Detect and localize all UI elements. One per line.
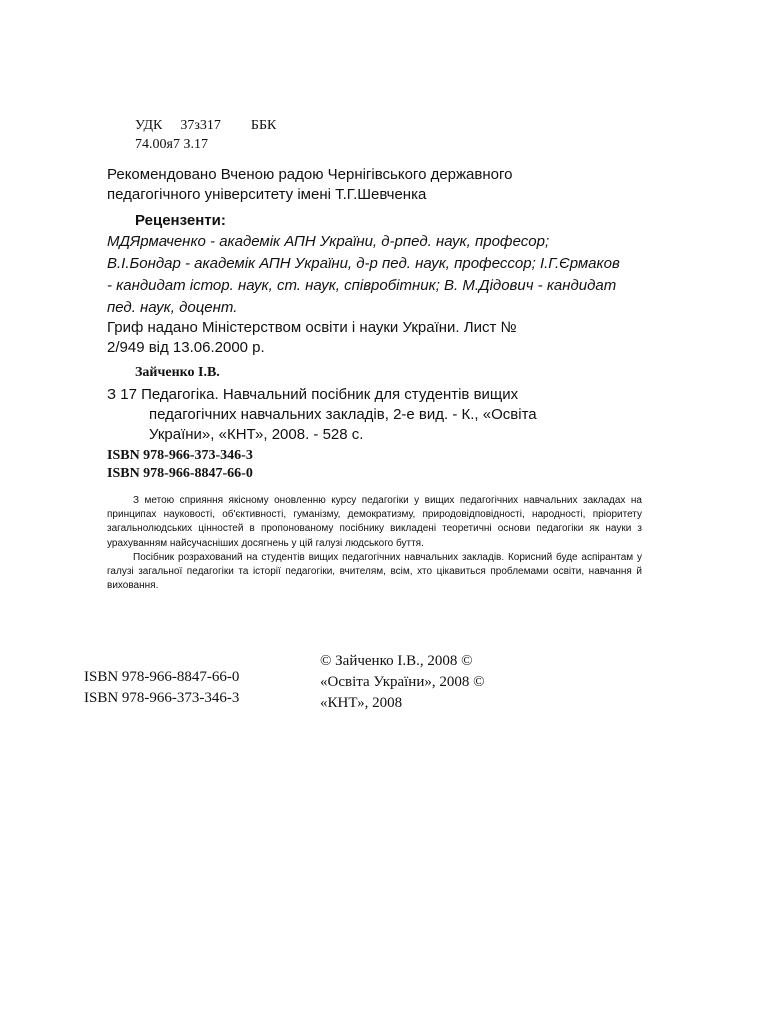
annotation-paragraph-1: З метою сприяння якісному оновленню курсу педагогіки у вищих педагогічних навчальних закладах на принципах науковості, об'єктивності, гуманізму, демократизму, природовідповідності, народності, пріоритету загальнолюдських цінностей в пропонованому посібнику викладені теоретичні основи педагогіки як науки з урахуванням найсучасніших досягнень у цій галузі людського буття. bbox=[107, 495, 642, 549]
bbk-label: ББК bbox=[250, 118, 277, 133]
udk-code: 37з317 bbox=[180, 118, 221, 133]
grif-line-2: 2/949 від 13.06.2000 р. bbox=[107, 339, 265, 356]
annotation bbox=[107, 494, 642, 593]
reviewers-title: Рецензенти: bbox=[135, 212, 226, 229]
isbn-line: ISBN 978-966-373-346-3 bbox=[107, 448, 253, 463]
reviewer-line: - кандидат істор. наук, ст. наук, співробітник; В. М.Дідович - кандидат bbox=[107, 277, 617, 294]
isbn-bold-block bbox=[107, 447, 253, 483]
annotation-paragraph-2: Посібник розрахований на студентів вищих педагогічних навчальних закладів. Корисний буде аспірантам у галузі загальної педагогіки та історії педагогіки, вчителям, всім, хто цікавиться проблемами освіти, навчання й виховання. bbox=[107, 551, 642, 592]
reviewer-line: пед. наук, доцент. bbox=[107, 299, 238, 316]
grif-line-1: Гриф надано Міністерством освіти і науки України. Лист № bbox=[107, 319, 517, 336]
isbn-line: ISBN 978-966-8847-66-0 bbox=[107, 466, 253, 481]
udk-label: УДК bbox=[135, 118, 163, 133]
isbn-line: ISBN 978-966-373-346-3 bbox=[84, 690, 240, 706]
bbk-code: 74.00я7 З.17 bbox=[135, 137, 208, 152]
isbn-line: ISBN 978-966-8847-66-0 bbox=[84, 669, 240, 685]
book-title-line-2: педагогічних навчальних закладів, 2-е вид. - К., «Освіта bbox=[149, 406, 537, 423]
reviewers-list bbox=[107, 231, 620, 319]
isbn-bottom-block bbox=[84, 667, 239, 709]
grif-approval bbox=[107, 318, 517, 358]
copyright-line: «Освіта України», 2008 © bbox=[320, 674, 485, 690]
recommendation-line-1: Рекомендовано Вченою радою Чернігівського державного bbox=[107, 166, 513, 183]
recommendation-line-2: педагогічного університету імені Т.Г.Шевченка bbox=[107, 186, 427, 203]
reviewer-line: МДЯрмаченко - академік АПН України, д-рпед. наук, професор; bbox=[107, 233, 550, 250]
author-name: Зайченко І.В. bbox=[135, 365, 220, 380]
book-title-line-3: України», «КНТ», 2008. - 528 с. bbox=[149, 426, 364, 443]
recommendation bbox=[107, 165, 512, 205]
udk-line bbox=[135, 118, 276, 134]
copyright-line: «КНТ», 2008 bbox=[320, 695, 403, 711]
reviewer-line: В.І.Бондар - академік АПН України, д-р пед. наук, профессор; І.Г.Єрмаков bbox=[107, 255, 620, 272]
copyright-line: © Зайченко І.В., 2008 © bbox=[320, 653, 473, 669]
book-title-block bbox=[107, 385, 537, 445]
copyright-block bbox=[320, 651, 485, 714]
book-title-line-1: З 17 Педагогіка. Навчальний посібник для студентів вищих bbox=[107, 386, 519, 403]
